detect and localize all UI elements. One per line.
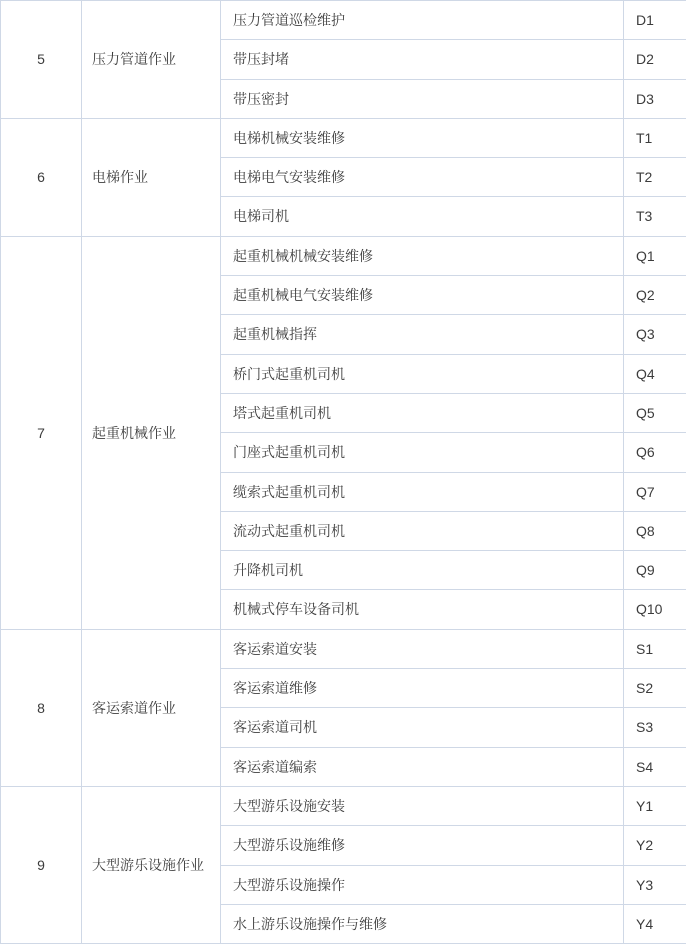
operation-name-cell: 大型游乐设施维修 — [221, 826, 624, 865]
operation-code-cell: T2 — [624, 158, 686, 197]
group-category-cell: 起重机械作业 — [82, 236, 221, 629]
group-category-cell: 电梯作业 — [82, 118, 221, 236]
table-row — [1, 786, 686, 825]
operation-code-cell: D1 — [624, 1, 686, 40]
operation-name-cell: 电梯电气安装维修 — [221, 158, 624, 197]
group-index-cell: 5 — [1, 1, 82, 119]
operation-code-cell: Q5 — [624, 393, 686, 432]
group-index-cell: 7 — [1, 236, 82, 629]
operation-code-cell: Y4 — [624, 904, 686, 943]
operation-name-cell: 大型游乐设施操作 — [221, 865, 624, 904]
operation-name-cell: 大型游乐设施安装 — [221, 786, 624, 825]
operation-name-cell: 塔式起重机司机 — [221, 393, 624, 432]
operation-code-cell: T1 — [624, 118, 686, 157]
operation-code-cell: Q9 — [624, 551, 686, 590]
table-row — [1, 629, 686, 668]
operation-code-cell: S3 — [624, 708, 686, 747]
table-row — [1, 236, 686, 275]
operation-name-cell: 客运索道安装 — [221, 629, 624, 668]
operation-name-cell: 客运索道维修 — [221, 669, 624, 708]
operation-code-cell: Y2 — [624, 826, 686, 865]
operation-name-cell: 带压封堵 — [221, 40, 624, 79]
operation-name-cell: 起重机械电气安装维修 — [221, 276, 624, 315]
operation-name-cell: 客运索道司机 — [221, 708, 624, 747]
group-category-cell: 客运索道作业 — [82, 629, 221, 786]
operation-name-cell: 桥门式起重机司机 — [221, 354, 624, 393]
group-index-cell: 8 — [1, 629, 82, 786]
operation-code-cell: Q3 — [624, 315, 686, 354]
operation-name-cell: 升降机司机 — [221, 551, 624, 590]
operation-name-cell: 机械式停车设备司机 — [221, 590, 624, 629]
operation-code-cell: S2 — [624, 669, 686, 708]
operation-name-cell: 客运索道编索 — [221, 747, 624, 786]
group-index-cell: 9 — [1, 786, 82, 943]
operation-code-cell: T3 — [624, 197, 686, 236]
operation-code-cell: D3 — [624, 79, 686, 118]
operation-code-cell: Y3 — [624, 865, 686, 904]
operation-name-cell: 水上游乐设施操作与维修 — [221, 904, 624, 943]
operation-code-cell: Q8 — [624, 511, 686, 550]
table-body — [1, 1, 686, 944]
operation-name-cell: 起重机械机械安装维修 — [221, 236, 624, 275]
group-category-label: 大型游乐设施作业 — [92, 855, 210, 875]
group-category-cell — [82, 786, 221, 943]
operation-code-cell: Q2 — [624, 276, 686, 315]
operation-name-cell: 电梯机械安装维修 — [221, 118, 624, 157]
group-index-cell: 6 — [1, 118, 82, 236]
group-category-cell: 压力管道作业 — [82, 1, 221, 119]
table-row — [1, 118, 686, 157]
operation-code-cell: S4 — [624, 747, 686, 786]
operation-code-cell: Y1 — [624, 786, 686, 825]
operation-code-cell: Q6 — [624, 433, 686, 472]
operation-code-cell: Q7 — [624, 472, 686, 511]
operation-name-cell: 压力管道巡检维护 — [221, 1, 624, 40]
operation-name-cell: 电梯司机 — [221, 197, 624, 236]
operation-name-cell: 起重机械指挥 — [221, 315, 624, 354]
operation-name-cell: 带压密封 — [221, 79, 624, 118]
operation-code-cell: D2 — [624, 40, 686, 79]
operation-code-cell: Q10 — [624, 590, 686, 629]
operation-code-cell: Q4 — [624, 354, 686, 393]
operation-code-cell: Q1 — [624, 236, 686, 275]
operation-name-cell: 门座式起重机司机 — [221, 433, 624, 472]
operation-code-cell: S1 — [624, 629, 686, 668]
operation-name-cell: 流动式起重机司机 — [221, 511, 624, 550]
table-row — [1, 1, 686, 40]
operation-name-cell: 缆索式起重机司机 — [221, 472, 624, 511]
